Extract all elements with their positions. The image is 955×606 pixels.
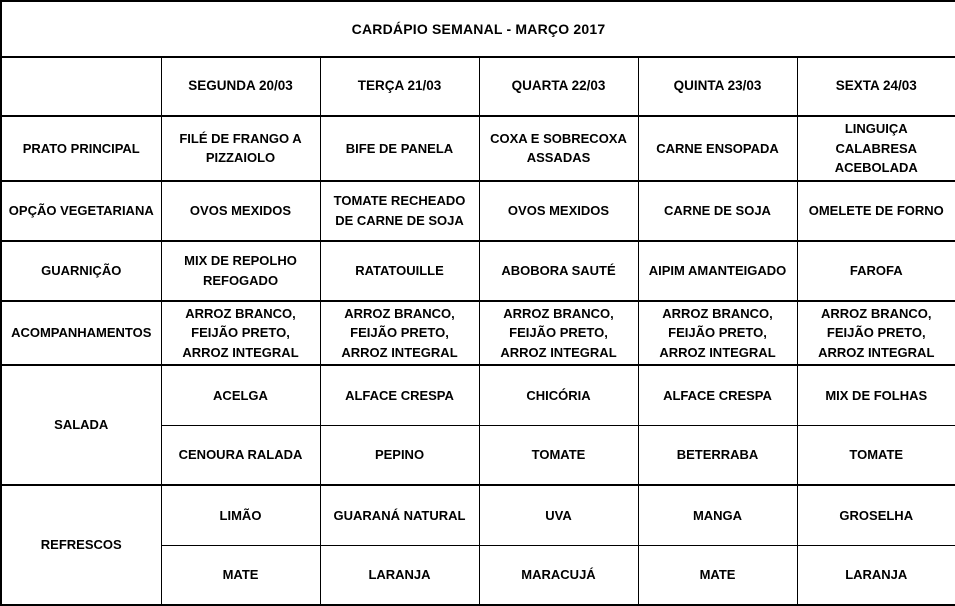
menu-cell: LARANJA: [797, 545, 955, 605]
row-opcao-vegetariana: [1, 181, 955, 241]
menu-cell: BIFE DE PANELA: [320, 116, 479, 181]
menu-cell: OVOS MEXIDOS: [479, 181, 638, 241]
menu-cell: OMELETE DE FORNO: [797, 181, 955, 241]
menu-cell: RATATOUILLE: [320, 241, 479, 301]
menu-cell: TOMATE: [797, 425, 955, 485]
menu-cell: TOMATE: [479, 425, 638, 485]
menu-cell: AIPIM AMANTEIGADO: [638, 241, 797, 301]
menu-cell: ABOBORA SAUTÉ: [479, 241, 638, 301]
menu-cell: ARROZ BRANCO, FEIJÃO PRETO, ARROZ INTEGRAL: [797, 301, 955, 366]
menu-cell: ALFACE CRESPA: [638, 365, 797, 425]
menu-cell: FAROFA: [797, 241, 955, 301]
corner-cell: [1, 57, 161, 116]
row-label-salada: SALADA: [1, 365, 161, 485]
menu-cell: BETERRABA: [638, 425, 797, 485]
menu-cell: ARROZ BRANCO, FEIJÃO PRETO, ARROZ INTEGRAL: [638, 301, 797, 366]
row-label-acompanhamentos: ACOMPANHAMENTOS: [1, 301, 161, 366]
menu-cell: LARANJA: [320, 545, 479, 605]
menu-cell: CARNE DE SOJA: [638, 181, 797, 241]
menu-cell: LIMÃO: [161, 485, 320, 545]
row-label-prato-principal: PRATO PRINCIPAL: [1, 116, 161, 181]
row-label-guarnicao: GUARNIÇÃO: [1, 241, 161, 301]
title-row: [1, 1, 955, 57]
page-title: CARDÁPIO SEMANAL - MARÇO 2017: [1, 1, 955, 57]
row-label-refrescos: REFRESCOS: [1, 485, 161, 605]
menu-cell: ARROZ BRANCO, FEIJÃO PRETO, ARROZ INTEGRAL: [161, 301, 320, 366]
menu-cell: MANGA: [638, 485, 797, 545]
menu-cell: OVOS MEXIDOS: [161, 181, 320, 241]
day-header-quinta: QUINTA 23/03: [638, 57, 797, 116]
menu-cell: MIX DE FOLHAS: [797, 365, 955, 425]
row-guarnicao: [1, 241, 955, 301]
day-header-row: [1, 57, 955, 116]
row-refrescos-1: [1, 485, 955, 545]
menu-cell: ALFACE CRESPA: [320, 365, 479, 425]
menu-cell: MIX DE REPOLHO REFOGADO: [161, 241, 320, 301]
day-header-sexta: SEXTA 24/03: [797, 57, 955, 116]
menu-cell: UVA: [479, 485, 638, 545]
day-header-terca: TERÇA 21/03: [320, 57, 479, 116]
menu-cell: ARROZ BRANCO, FEIJÃO PRETO, ARROZ INTEGRAL: [320, 301, 479, 366]
menu-cell: COXA E SOBRECOXA ASSADAS: [479, 116, 638, 181]
menu-cell: MATE: [161, 545, 320, 605]
menu-cell: MARACUJÁ: [479, 545, 638, 605]
menu-cell: CENOURA RALADA: [161, 425, 320, 485]
menu-cell: PEPINO: [320, 425, 479, 485]
row-salada-1: [1, 365, 955, 425]
day-header-segunda: SEGUNDA 20/03: [161, 57, 320, 116]
row-prato-principal: [1, 116, 955, 181]
menu-cell: MATE: [638, 545, 797, 605]
row-acompanhamentos: [1, 301, 955, 366]
menu-cell: GUARANÁ NATURAL: [320, 485, 479, 545]
menu-cell: TOMATE RECHEADO DE CARNE DE SOJA: [320, 181, 479, 241]
menu-cell: CARNE ENSOPADA: [638, 116, 797, 181]
menu-cell: FILÉ DE FRANGO A PIZZAIOLO: [161, 116, 320, 181]
row-label-opcao-vegetariana: OPÇÃO VEGETARIANA: [1, 181, 161, 241]
menu-cell: ARROZ BRANCO, FEIJÃO PRETO, ARROZ INTEGRAL: [479, 301, 638, 366]
menu-cell: LINGUIÇA CALABRESA ACEBOLADA: [797, 116, 955, 181]
menu-cell: GROSELHA: [797, 485, 955, 545]
menu-cell: CHICÓRIA: [479, 365, 638, 425]
menu-cell: ACELGA: [161, 365, 320, 425]
day-header-quarta: QUARTA 22/03: [479, 57, 638, 116]
